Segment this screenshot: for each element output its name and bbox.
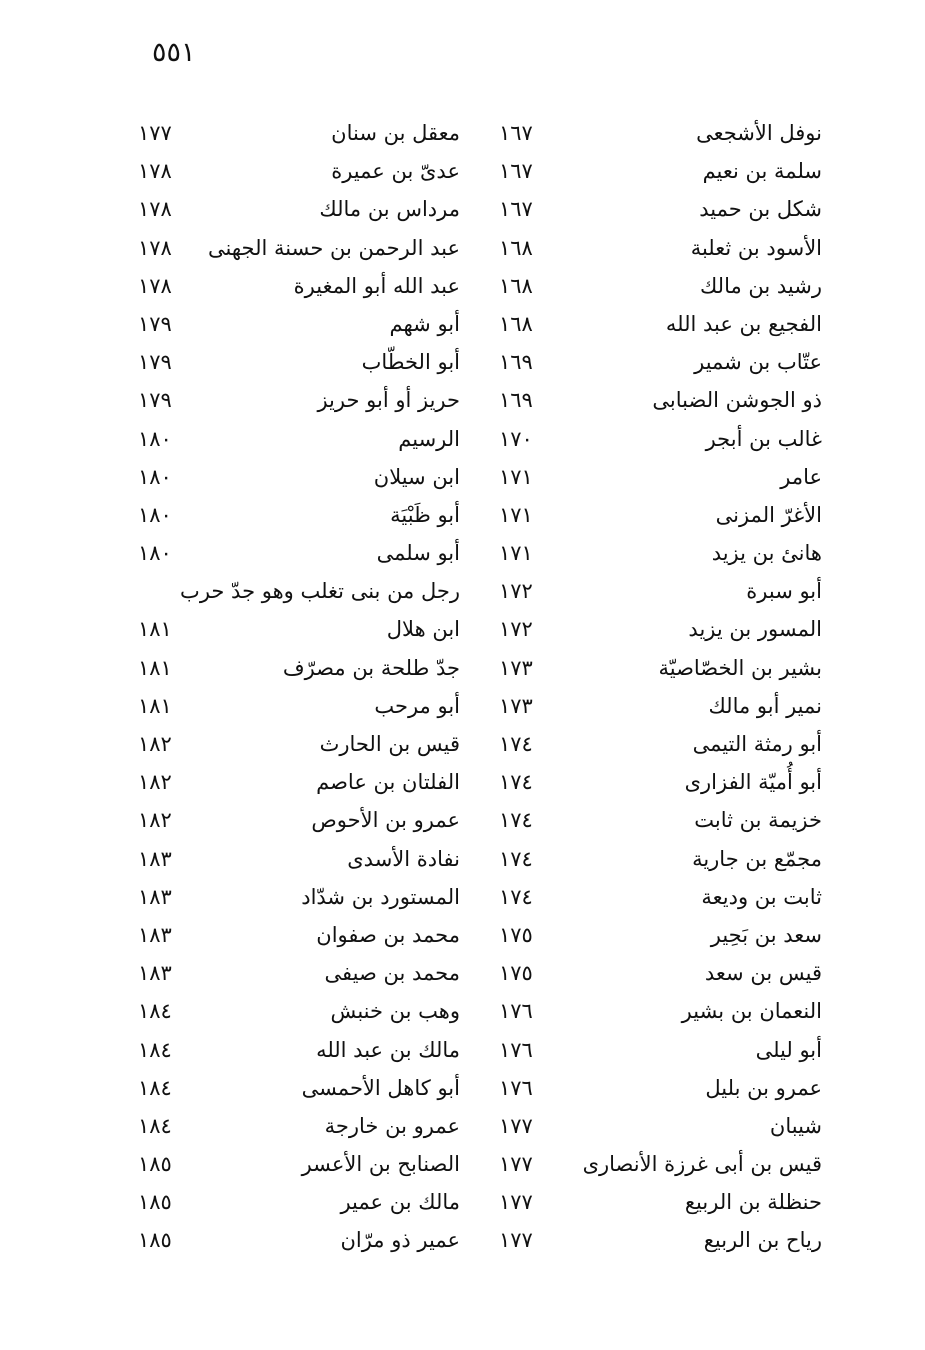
entry-name: نمير أبو مالك	[708, 693, 822, 718]
entry-page-number: ١٨٠	[138, 541, 172, 566]
index-row	[0, 841, 925, 879]
entry-page-number: ١٨٥	[138, 1190, 172, 1215]
entry-name: غالب بن أبجر	[705, 426, 822, 451]
entry-name: شكل بن حميد	[699, 197, 822, 222]
entry-page-number: ١٧٧	[499, 1113, 533, 1138]
index-row	[0, 115, 925, 153]
entry-name: رشيد بن مالك	[699, 273, 822, 298]
entry-name: وهب بن خنبش	[330, 999, 460, 1024]
entry-page-number: ١٦٩	[499, 388, 533, 413]
entry-page-number: ١٦٧	[499, 197, 533, 222]
entry-name: معقل بن سنان	[331, 121, 460, 145]
entry-page-number: ١٨٠	[138, 502, 172, 527]
entry-page-number: ١٨٥	[138, 1228, 172, 1253]
entry-name: أبو سلمى	[376, 541, 460, 566]
entry-name: ابن هلال	[386, 617, 460, 642]
entry-name: المسور بن يزيد	[688, 617, 822, 642]
index-row	[0, 726, 925, 764]
entry-page-number: ١٦٧	[499, 121, 533, 145]
index-row	[0, 611, 925, 649]
entry-name: قيس بن الحارث	[319, 732, 460, 756]
entry-page-number: ١٧٨	[138, 159, 172, 184]
entry-name: ذو الجوشن الضبابى	[652, 388, 822, 413]
entry-name: حريز أو أبو حريز	[317, 388, 460, 413]
entry-page-number: ١٨٣	[138, 922, 172, 947]
entry-name: أبو ليلى	[755, 1037, 822, 1062]
entry-page-number: ١٨٢	[138, 808, 172, 833]
entry-name: خزيمة بن ثابت	[694, 808, 822, 833]
entry-name: محمد بن صيفى	[324, 961, 460, 986]
index-row	[0, 1146, 925, 1184]
entry-page-number: ١٨٠	[138, 464, 172, 489]
entry-page-number: ١٦٨	[499, 235, 533, 260]
entry-name: قيس بن سعد	[704, 961, 822, 986]
index-row	[0, 230, 925, 268]
entry-page-number: ١٨١	[138, 655, 172, 680]
entry-page-number: ١٨٤	[138, 1075, 172, 1100]
entry-page-number: ١٨٣	[138, 846, 172, 871]
entry-page-number: ١٨٢	[138, 732, 172, 756]
entry-name: أبو الخطّاب	[361, 350, 460, 375]
entry-page-number: ١٧٧	[138, 121, 172, 145]
entry-page-number: ١٧٢	[499, 579, 533, 604]
entry-name: ثابت بن وديعة	[701, 884, 822, 909]
index-row	[0, 802, 925, 840]
entry-page-number: ١٧٧	[499, 1228, 533, 1253]
index-row	[0, 382, 925, 420]
entry-page-number: ١٧٦	[499, 999, 533, 1024]
index-row	[0, 879, 925, 917]
entry-page-number: ١٦٧	[499, 159, 533, 184]
entry-page-number: ١٨٤	[138, 999, 172, 1024]
entry-page-number: ١٧٥	[499, 922, 533, 947]
entry-page-number: ١٨١	[138, 693, 172, 718]
entry-page-number: ١٧٢	[499, 617, 533, 642]
index-row	[0, 497, 925, 535]
entry-name: عمرو بن الأحوص	[311, 808, 460, 833]
entry-page-number: ١٨٢	[138, 770, 172, 795]
entry-name: الصنابح بن الأعسر	[301, 1152, 460, 1177]
index-row	[0, 993, 925, 1031]
index-table	[0, 115, 925, 1261]
entry-page-number: ١٧٧	[499, 1190, 533, 1215]
entry-page-number: ١٧١	[499, 502, 533, 527]
index-row	[0, 268, 925, 306]
index-row	[0, 191, 925, 229]
entry-name: أبو ظَبْيَة	[390, 502, 460, 527]
entry-page-number: ١٧٤	[499, 770, 533, 795]
index-row	[0, 764, 925, 802]
entry-page-number: ١٧٤	[499, 808, 533, 833]
entry-page-number: ١٨٣	[138, 961, 172, 986]
index-row	[0, 421, 925, 459]
entry-name: محمد بن صفوان	[316, 922, 460, 947]
entry-name: عامر	[780, 464, 822, 489]
index-row	[0, 1070, 925, 1108]
entry-name: نوفل الأشجعى	[696, 121, 822, 145]
entry-name: شيبان	[769, 1113, 822, 1138]
entry-name: نفادة الأسدى	[347, 846, 460, 871]
entry-page-number: ١٧٦	[499, 1075, 533, 1100]
entry-page-number: ١٧٤	[499, 732, 533, 756]
entry-page-number: ١٧١	[499, 541, 533, 566]
entry-name: عتّاب بن شمير	[694, 350, 822, 375]
entry-page-number: ١٧٨	[138, 235, 172, 260]
entry-name: عبد الله أبو المغيرة	[293, 273, 460, 298]
entry-name: عدىّ بن عميرة	[331, 159, 460, 184]
entry-name: مجمّع بن جارية	[692, 846, 822, 871]
entry-page-number: ١٧٨	[138, 273, 172, 298]
entry-page-number: ١٧٩	[138, 388, 172, 413]
index-row	[0, 688, 925, 726]
entry-page-number: ١٧٣	[499, 655, 533, 680]
entry-name: جدّ طلحة بن مصرّف	[282, 655, 460, 680]
entry-page-number: ١٧٨	[138, 197, 172, 222]
entry-name: بشير بن الخصّاصيّة	[658, 655, 822, 680]
entry-name: رياح بن الربيع	[703, 1228, 822, 1253]
entry-page-number: ١٧٩	[138, 350, 172, 375]
index-row	[0, 344, 925, 382]
entry-name: النعمان بن بشير	[681, 999, 822, 1024]
entry-name: الفجيع بن عبد الله	[665, 311, 822, 336]
entry-name: أبو رمثة التيمى	[692, 732, 822, 756]
entry-name: المستورد بن شدّاد	[301, 884, 460, 909]
entry-name: الأسود بن ثعلبة	[690, 235, 822, 260]
entry-name: هانئ بن يزيد	[711, 541, 822, 566]
entry-name: عمرو بن خارجة	[324, 1113, 460, 1138]
index-row	[0, 459, 925, 497]
entry-name: عمرو بن بليل	[705, 1075, 822, 1100]
index-row	[0, 1184, 925, 1222]
index-row	[0, 153, 925, 191]
entry-name: أبو كاهل الأحمسى	[301, 1075, 460, 1100]
entry-name: عبد الرحمن بن حسنة الجهنى	[208, 235, 460, 260]
index-row	[0, 535, 925, 573]
entry-name: مرداس بن مالك	[319, 197, 460, 222]
entry-page-number: ١٧١	[499, 464, 533, 489]
entry-page-number: ١٧٣	[499, 693, 533, 718]
entry-name: الرسيم	[398, 426, 460, 451]
index-row	[0, 1032, 925, 1070]
entry-page-number: ١٦٨	[499, 273, 533, 298]
entry-name: عمير ذو مرّان	[340, 1228, 460, 1253]
entry-name: مالك بن عبد الله	[316, 1037, 460, 1062]
page-number: ٥٥١	[152, 37, 196, 68]
index-row	[0, 306, 925, 344]
entry-name: أبو مرحب	[374, 693, 460, 718]
entry-name: أبو أُميّة الفزارى	[684, 770, 822, 795]
entry-name: قيس بن أبى غرزة الأنصارى	[582, 1152, 822, 1177]
entry-page-number: ١٧٤	[499, 846, 533, 871]
entry-page-number: ١٦٨	[499, 311, 533, 336]
entry-page-number: ١٧٩	[138, 311, 172, 336]
entry-page-number: ١٨٥	[138, 1152, 172, 1177]
entry-page-number: ١٨٤	[138, 1037, 172, 1062]
entry-name: سعد بن بَحِير	[710, 922, 822, 947]
entry-page-number: ١٧٥	[499, 961, 533, 986]
entry-page-number: ١٦٩	[499, 350, 533, 375]
entry-name: الفلتان بن عاصم	[316, 770, 460, 795]
entry-name: ابن سيلان	[373, 464, 460, 489]
entry-page-number: ١٨١	[138, 617, 172, 642]
index-row	[0, 955, 925, 993]
entry-page-number: ١٨٠	[138, 426, 172, 451]
entry-name: رجل من بنى تغلب وهو جدّ حرب	[180, 579, 460, 604]
index-row	[0, 1222, 925, 1260]
entry-page-number: ١٨٤	[138, 1113, 172, 1138]
entry-name: أبو سبرة	[746, 579, 822, 604]
entry-page-number: ١٨٣	[138, 884, 172, 909]
entry-page-number: ١٧٦	[499, 1037, 533, 1062]
index-row	[0, 917, 925, 955]
entry-name: حنظلة بن الربيع	[684, 1190, 822, 1215]
index-row	[0, 573, 925, 611]
entry-name: أبو شهم	[389, 311, 460, 336]
entry-page-number: ١٧٧	[499, 1152, 533, 1177]
entry-name: مالك بن عمير	[340, 1190, 460, 1215]
entry-name: سلمة بن نعيم	[702, 159, 822, 184]
entry-name: الأغرّ المزنى	[715, 502, 822, 527]
entry-page-number: ١٧٤	[499, 884, 533, 909]
index-row	[0, 650, 925, 688]
entry-page-number: ١٧٠	[499, 426, 533, 451]
index-row	[0, 1108, 925, 1146]
